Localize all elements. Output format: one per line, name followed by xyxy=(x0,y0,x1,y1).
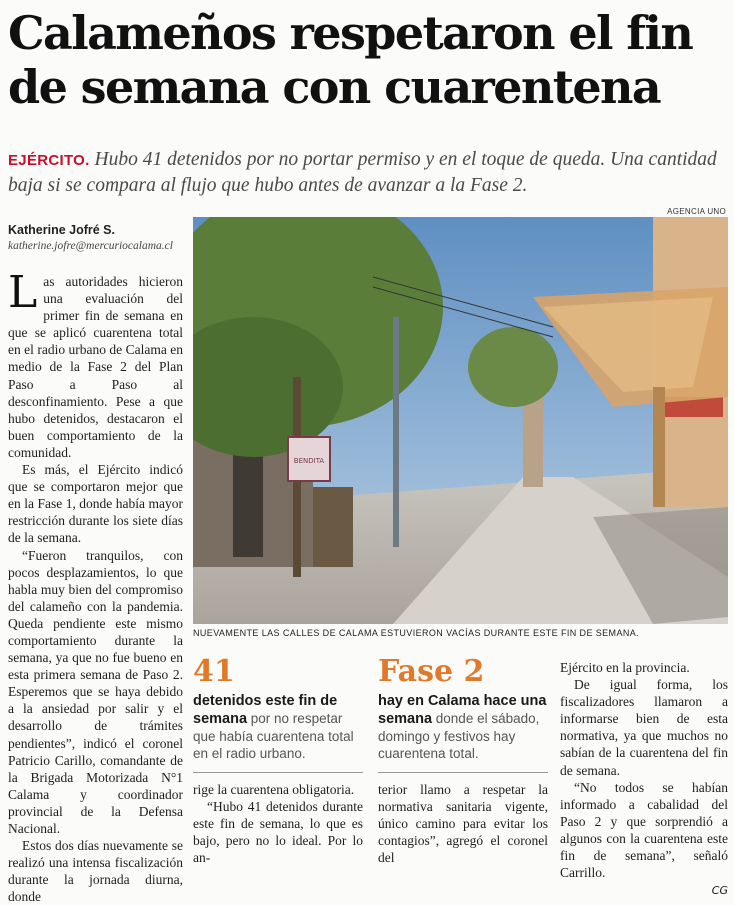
stat-number-detenidos: 41 xyxy=(193,654,235,689)
subhead xyxy=(8,147,724,198)
paragraph: “No todos se habían informado a cabalidad del Paso 2 y que sorprendió a algunos con la cuarentena este fin de semana”, señaló Carrillo. xyxy=(560,779,728,881)
stat-rest: por no respetar que había cuarentena total en el radio urbano. xyxy=(193,711,354,761)
byline-author: Katherine Jofré S. xyxy=(8,223,115,237)
street-photo xyxy=(193,217,728,624)
stat-number-fase: Fase 2 xyxy=(378,654,485,689)
photo-caption: NUEVAMENTE LAS CALLES DE CALAMA ESTUVIERON VACÍAS DURANTE ESTE FIN DE SEMANA. xyxy=(193,628,640,638)
headline-line-2: de semana con cuarentena xyxy=(8,60,661,114)
subhead-text: Hubo 41 detenidos por no portar permiso y en el toque de queda. Una cantidad baja si se compara al flujo que hubo antes de avanzar a la Fase 2. xyxy=(8,149,717,196)
body-column-3 xyxy=(378,781,548,866)
paragraph: Ejército en la provincia. xyxy=(560,660,690,675)
paragraph: Es más, el Ejército indicó que se comportaron mejor que en la Fase 1, donde había mayor restricción durante los siete días de la semana. xyxy=(8,462,183,546)
paragraph: rige la cuarentena obligatoria. xyxy=(193,782,355,797)
drop-cap: L xyxy=(8,267,38,318)
body-column-4 xyxy=(560,659,728,899)
body-column-2 xyxy=(193,781,363,866)
sign-text: BENDITA xyxy=(293,457,325,465)
byline-email[interactable]: katherine.jofre@mercuriocalama.cl xyxy=(8,240,173,252)
street-photo-illustration xyxy=(193,217,728,624)
headline-line-1: Calameños respetaron el fin xyxy=(8,6,693,60)
stat-divider xyxy=(378,772,548,773)
paragraph: Estos dos días nuevamente se realizó una intensa fiscalización durante la jornada diurna, donde xyxy=(8,838,183,905)
body-column-1 xyxy=(8,267,183,905)
stat-bold: hay en Calama hace una semana xyxy=(378,693,547,727)
headline xyxy=(8,6,728,114)
stat-bold: detenidos este fin de semana xyxy=(193,693,338,727)
subhead-tag: EJÉRCITO. xyxy=(8,152,90,169)
paragraph: as autoridades hicieron una evaluación del primer fin de semana en que se aplicó cuarentena total en el radio urbano de Calama en medio de la Fase 2 del Plan Paso a Paso al desconfinamiento. Pese a que hubo detenidos, destacaron el buen comportamiento de la comunidad. xyxy=(8,274,183,460)
stat-text-fase xyxy=(378,692,548,762)
paragraph: De igual forma, los fiscalizadores llamaron a informarse bien de esta normativa, ya que muchos no sabían de la cuarentena del fin de semana. xyxy=(560,677,728,778)
paragraph: “Fueron tranquilos, con pocos desplazamientos, lo que habla muy bien del compromiso del calameño con la pandemia. Queda pendiente este mismo comportamiento durante la semana, ya que no fue bueno en esta primera semana de Paso 2. Esperemos que se haya debido a la ansiedad por salir y el desarrollo de trámites pendientes”, indicó el coronel Patricio Carillo, comandante de la Brigada Motorizada N°1 Calama y coordinador provincial de la Defensa Nacional. xyxy=(8,547,183,836)
stat-divider xyxy=(193,772,363,773)
paragraph: terior llamo a respetar la normativa sanitaria vigente, único camino para evitar los contagios”, agregó el coronel del xyxy=(378,782,548,866)
end-mark: CG xyxy=(711,884,728,898)
photo-credit: AGENCIA UNO xyxy=(667,207,726,216)
stat-rest: donde el sábado, domingo y festivos hay cuarentena total. xyxy=(378,711,540,761)
paragraph: “Hubo 41 detenidos durante este fin de semana, lo que es bajo, pero no lo ideal. Por lo an- xyxy=(193,799,363,866)
stat-text-detenidos xyxy=(193,692,365,762)
